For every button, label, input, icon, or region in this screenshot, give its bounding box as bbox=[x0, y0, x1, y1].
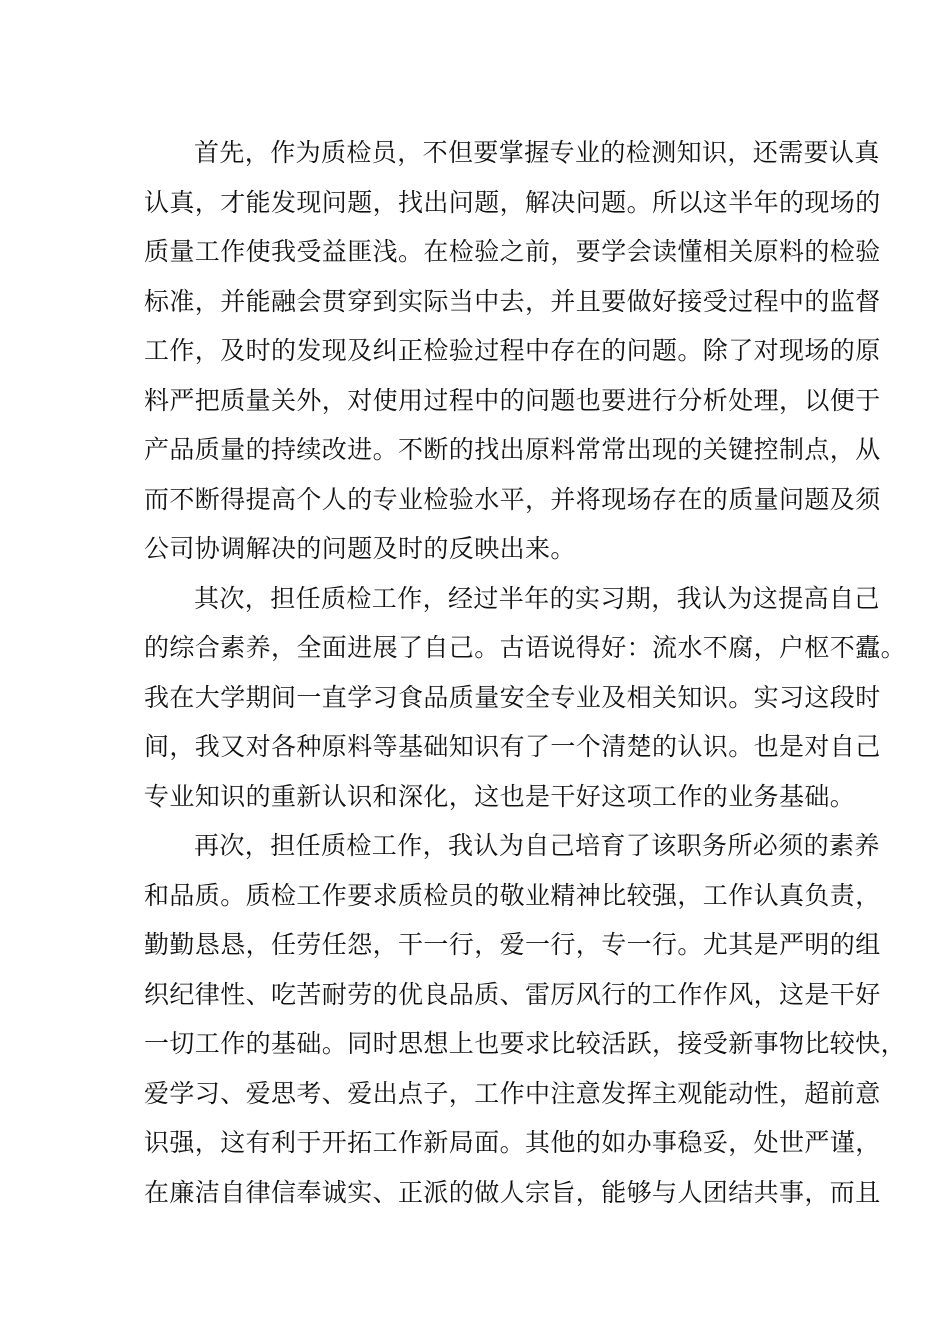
paragraph-1-line-1: 首先，作为质检员，不但要掌握专业的检测知识，还需要认真 bbox=[194, 138, 880, 167]
paragraph-1-line-7: 产品质量的持续改进。不断的找出原料常常出现的关键控制点，从 bbox=[144, 435, 881, 464]
paragraph-1-line-2: 认真，才能发现问题，找出问题，解决问题。所以这半年的现场的 bbox=[144, 187, 881, 217]
body-text bbox=[144, 128, 907, 1217]
paragraph-3-line-1: 再次，担任质检工作，我认为自己培育了该职务所必须的素养 bbox=[194, 831, 880, 860]
paragraph-2-line-2: 的综合素养，全面进展了自己。古语说得好：流水不腐，户枢不蠹。 bbox=[144, 633, 907, 662]
paragraph-3-line-3: 勤勤恳恳，任劳任怨，干一行，爱一行，专一行。尤其是严明的组 bbox=[144, 930, 881, 959]
paragraph-3-line-6: 爱学习、爱思考、爱出点子，工作中注意发挥主观能动性，超前意 bbox=[144, 1078, 881, 1108]
paragraph-1-line-3: 质量工作使我受益匪浅。在检验之前，要学会读懂相关原料的检验 bbox=[144, 237, 881, 266]
paragraph-1-line-8: 而不断得提高个人的专业检验水平，并将现场存在的质量问题及须 bbox=[144, 484, 881, 514]
paragraph-3-line-7: 识强，这有利于开拓工作新局面。其他的如办事稳妥，处世严谨， bbox=[144, 1128, 881, 1157]
paragraph-2-line-5: 专业知识的重新认识和深化，这也是干好这项工作的业务基础。 bbox=[144, 781, 856, 811]
paragraph-3-line-4: 织纪律性、吃苦耐劳的优良品质、雷厉风行的工作作风，这是干好 bbox=[144, 979, 881, 1009]
paragraph-1-line-9: 公司协调解决的问题及时的反映出来。 bbox=[144, 534, 576, 563]
paragraph-3-line-5: 一切工作的基础。同时思想上也要求比较活跃，接受新事物比较快， bbox=[144, 1029, 907, 1058]
paragraph-3-line-2: 和品质。质检工作要求质检员的敬业精神比较强，工作认真负责， bbox=[144, 880, 881, 910]
paragraph-2-line-4: 间，我又对各种原料等基础知识有了一个清楚的认识。也是对自己 bbox=[144, 732, 881, 761]
paragraph-2-line-3: 我在大学期间一直学习食品质量安全专业及相关知识。实习这段时 bbox=[144, 682, 881, 712]
paragraph-1-line-4: 标准，并能融会贯穿到实际当中去，并且要做好接受过程中的监督 bbox=[144, 286, 881, 316]
paragraph-3-line-8: 在廉洁自律信奉诚实、正派的做人宗旨，能够与人团结共事，而且 bbox=[144, 1177, 881, 1207]
paragraph-1-line-5: 工作，及时的发现及纠正检验过程中存在的问题。除了对现场的原 bbox=[144, 336, 881, 365]
paragraph-2-line-1: 其次，担任质检工作，经过半年的实习期，我认为这提高自己 bbox=[194, 583, 880, 613]
paragraph-1-line-6: 料严把质量关外，对使用过程中的问题也要进行分析处理，以便于 bbox=[144, 385, 881, 415]
